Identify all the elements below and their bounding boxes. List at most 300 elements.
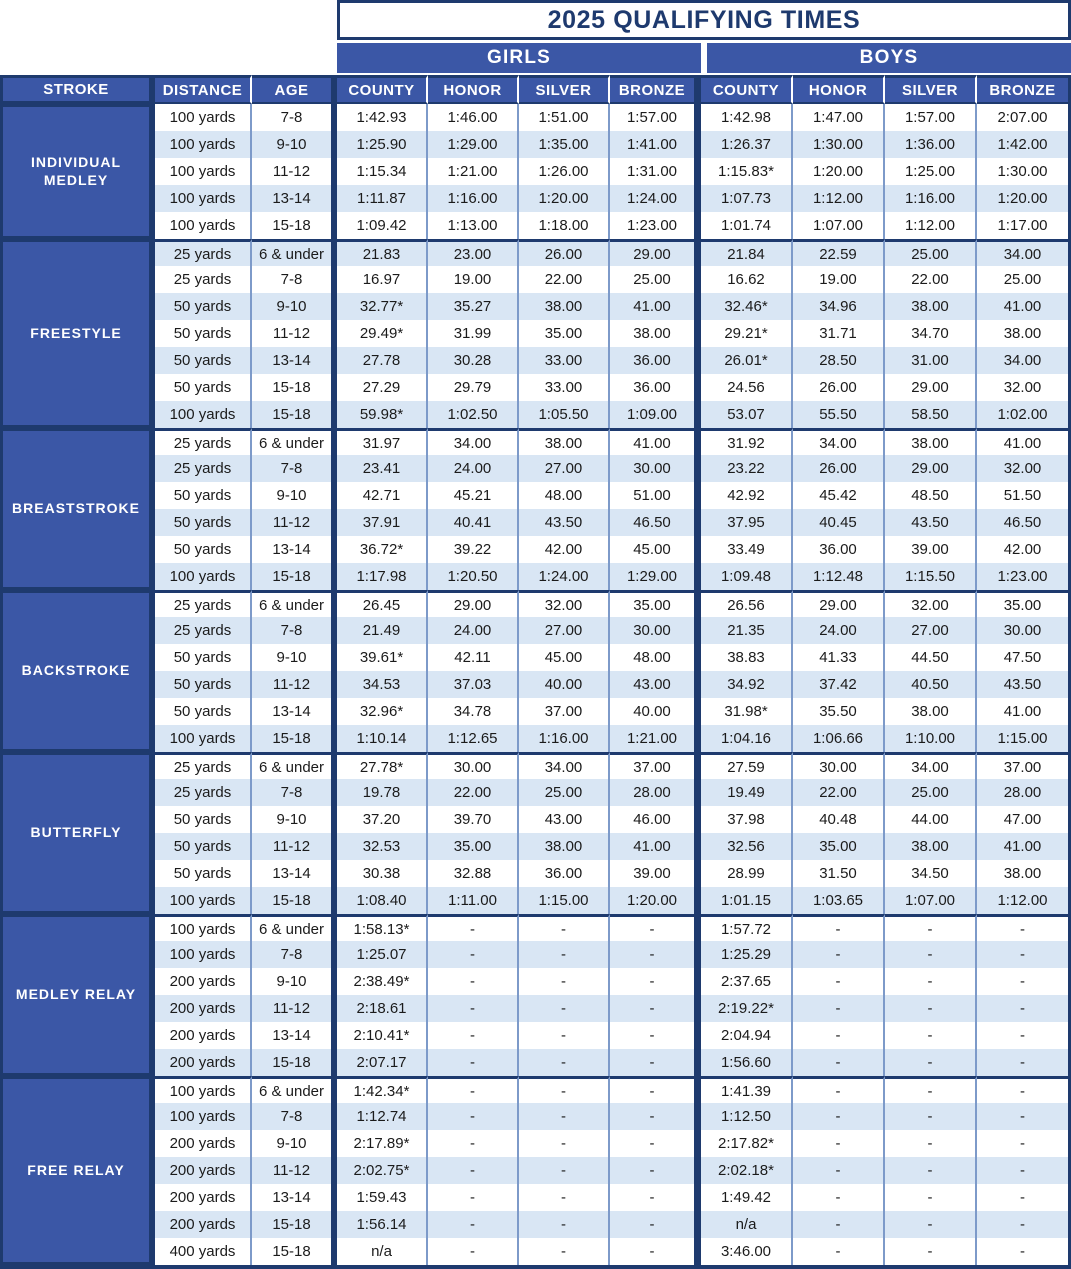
distance-cell: 200 yards xyxy=(152,1022,252,1049)
column-header-stroke: STROKE xyxy=(0,75,152,104)
boys-time-cell: 19.49 xyxy=(701,779,793,806)
girls-time-cell: 1:42.93 xyxy=(337,104,428,131)
stroke-section-label-medley-relay: MEDLEY RELAY xyxy=(0,914,152,1076)
boys-time-cell: 29.00 xyxy=(793,590,885,617)
girls-time-cell: 33.00 xyxy=(519,347,610,374)
boys-time-cell: 43.50 xyxy=(885,509,977,536)
boys-time-cell: 33.49 xyxy=(701,536,793,563)
girls-time-cell: 2:07.17 xyxy=(337,1049,428,1076)
boys-time-cell: 1:25.29 xyxy=(701,941,793,968)
stroke-section-label-freestyle: FREESTYLE xyxy=(0,239,152,428)
boys-time-cell: 28.99 xyxy=(701,860,793,887)
girls-time-cell: 1:29.00 xyxy=(428,131,519,158)
boys-time-cell: 1:17.00 xyxy=(977,212,1071,239)
girls-time-cell: 1:57.00 xyxy=(610,104,701,131)
age-cell: 11-12 xyxy=(252,833,337,860)
girls-time-cell: 1:31.00 xyxy=(610,158,701,185)
distance-cell: 50 yards xyxy=(152,374,252,401)
girls-time-cell: - xyxy=(428,1076,519,1103)
girls-time-cell: - xyxy=(519,968,610,995)
age-cell: 9-10 xyxy=(252,968,337,995)
boys-time-cell: 32.00 xyxy=(885,590,977,617)
boys-time-cell: 34.50 xyxy=(885,860,977,887)
girls-time-cell: 26.00 xyxy=(519,239,610,266)
boys-time-cell: 37.00 xyxy=(977,752,1071,779)
boys-time-cell: 38.83 xyxy=(701,644,793,671)
boys-time-cell: - xyxy=(977,941,1071,968)
girls-time-cell: 19.00 xyxy=(428,266,519,293)
girls-time-cell: 37.91 xyxy=(337,509,428,536)
table-title: 2025 QUALIFYING TIMES xyxy=(337,0,1071,40)
boys-time-cell: - xyxy=(793,1238,885,1265)
boys-time-cell: 1:23.00 xyxy=(977,563,1071,590)
boys-time-cell: - xyxy=(793,914,885,941)
boys-time-cell: - xyxy=(793,1076,885,1103)
boys-time-cell: 27.00 xyxy=(885,617,977,644)
girls-time-cell: 35.27 xyxy=(428,293,519,320)
boys-time-cell: 1:07.73 xyxy=(701,185,793,212)
girls-time-cell: 34.78 xyxy=(428,698,519,725)
boys-time-cell: - xyxy=(885,1076,977,1103)
boys-time-cell: 53.07 xyxy=(701,401,793,428)
girls-time-cell: 40.00 xyxy=(610,698,701,725)
girls-time-cell: 1:17.98 xyxy=(337,563,428,590)
boys-time-cell: 32.46* xyxy=(701,293,793,320)
boys-time-cell: - xyxy=(793,1211,885,1238)
boys-time-cell: 43.50 xyxy=(977,671,1071,698)
boys-time-cell: 1:07.00 xyxy=(885,887,977,914)
gender-band-row xyxy=(337,43,1071,73)
girls-time-cell: 1:26.00 xyxy=(519,158,610,185)
boys-time-cell: 27.59 xyxy=(701,752,793,779)
distance-cell: 100 yards xyxy=(152,914,252,941)
distance-cell: 50 yards xyxy=(152,482,252,509)
girls-time-cell: 37.00 xyxy=(519,698,610,725)
girls-time-cell: - xyxy=(519,1238,610,1265)
boys-time-cell: 22.00 xyxy=(885,266,977,293)
column-header-girls-silver: SILVER xyxy=(519,75,610,104)
girls-time-cell: 29.49* xyxy=(337,320,428,347)
girls-time-cell: 31.97 xyxy=(337,428,428,455)
age-cell: 15-18 xyxy=(252,1211,337,1238)
boys-time-cell: - xyxy=(885,1157,977,1184)
boys-time-cell: 38.00 xyxy=(977,860,1071,887)
age-cell: 9-10 xyxy=(252,131,337,158)
boys-time-cell: 1:16.00 xyxy=(885,185,977,212)
girls-time-cell: - xyxy=(519,995,610,1022)
boys-time-cell: 37.42 xyxy=(793,671,885,698)
distance-cell: 100 yards xyxy=(152,185,252,212)
boys-time-cell: 2:07.00 xyxy=(977,104,1071,131)
boys-time-cell: 41.00 xyxy=(977,293,1071,320)
girls-time-cell: 1:15.34 xyxy=(337,158,428,185)
girls-time-cell: 41.00 xyxy=(610,293,701,320)
boys-time-cell: 38.00 xyxy=(885,293,977,320)
distance-cell: 100 yards xyxy=(152,941,252,968)
boys-time-cell: - xyxy=(977,1076,1071,1103)
boys-time-cell: 1:06.66 xyxy=(793,725,885,752)
boys-time-cell: 31.98* xyxy=(701,698,793,725)
girls-time-cell: 42.71 xyxy=(337,482,428,509)
boys-time-cell: 34.00 xyxy=(977,239,1071,266)
girls-time-cell: 22.00 xyxy=(428,779,519,806)
boys-time-cell: 39.00 xyxy=(885,536,977,563)
age-cell: 6 & under xyxy=(252,428,337,455)
boys-time-cell: 1:57.72 xyxy=(701,914,793,941)
girls-time-cell: 32.00 xyxy=(519,590,610,617)
age-cell: 6 & under xyxy=(252,239,337,266)
boys-time-cell: 26.00 xyxy=(793,455,885,482)
girls-time-cell: - xyxy=(519,1211,610,1238)
age-cell: 7-8 xyxy=(252,779,337,806)
distance-cell: 50 yards xyxy=(152,509,252,536)
age-cell: 7-8 xyxy=(252,1103,337,1130)
column-header-boys-honor: HONOR xyxy=(793,75,885,104)
boys-time-cell: 29.21* xyxy=(701,320,793,347)
girls-time-cell: 40.00 xyxy=(519,671,610,698)
distance-cell: 50 yards xyxy=(152,320,252,347)
boys-time-cell: 34.70 xyxy=(885,320,977,347)
age-cell: 11-12 xyxy=(252,320,337,347)
boys-time-cell: 32.00 xyxy=(977,455,1071,482)
age-cell: 7-8 xyxy=(252,617,337,644)
age-cell: 9-10 xyxy=(252,1130,337,1157)
boys-time-cell: - xyxy=(793,1157,885,1184)
girls-time-cell: 41.00 xyxy=(610,833,701,860)
girls-time-cell: 30.28 xyxy=(428,347,519,374)
boys-time-cell: 26.00 xyxy=(793,374,885,401)
girls-time-cell: - xyxy=(428,995,519,1022)
girls-time-cell: 1:25.90 xyxy=(337,131,428,158)
girls-time-cell: 1:20.50 xyxy=(428,563,519,590)
girls-time-cell: 1:09.42 xyxy=(337,212,428,239)
distance-cell: 25 yards xyxy=(152,239,252,266)
girls-time-cell: 35.00 xyxy=(428,833,519,860)
boys-time-cell: 35.00 xyxy=(977,590,1071,617)
age-cell: 13-14 xyxy=(252,698,337,725)
age-cell: 13-14 xyxy=(252,347,337,374)
boys-time-cell: 44.50 xyxy=(885,644,977,671)
girls-time-cell: 2:38.49* xyxy=(337,968,428,995)
boys-time-cell: 34.00 xyxy=(977,347,1071,374)
boys-time-cell: 31.71 xyxy=(793,320,885,347)
boys-time-cell: 1:20.00 xyxy=(977,185,1071,212)
boys-time-cell: 1:12.48 xyxy=(793,563,885,590)
boys-time-cell: 21.35 xyxy=(701,617,793,644)
girls-time-cell: - xyxy=(428,1238,519,1265)
boys-time-cell: 44.00 xyxy=(885,806,977,833)
boys-time-cell: 25.00 xyxy=(977,266,1071,293)
girls-time-cell: 37.00 xyxy=(610,752,701,779)
boys-time-cell: 23.22 xyxy=(701,455,793,482)
header-right-area xyxy=(337,0,1071,75)
boys-time-cell: 26.01* xyxy=(701,347,793,374)
column-header-boys-silver: SILVER xyxy=(885,75,977,104)
boys-time-cell: 1:01.15 xyxy=(701,887,793,914)
distance-cell: 100 yards xyxy=(152,563,252,590)
boys-time-cell: 1:26.37 xyxy=(701,131,793,158)
distance-cell: 100 yards xyxy=(152,725,252,752)
girls-time-cell: 43.50 xyxy=(519,509,610,536)
girls-time-cell: 1:16.00 xyxy=(428,185,519,212)
age-cell: 6 & under xyxy=(252,1076,337,1103)
boys-time-cell: - xyxy=(977,995,1071,1022)
girls-time-cell: - xyxy=(610,1076,701,1103)
girls-time-cell: 1:59.43 xyxy=(337,1184,428,1211)
girls-time-cell: 27.29 xyxy=(337,374,428,401)
boys-time-cell: 31.92 xyxy=(701,428,793,455)
age-cell: 9-10 xyxy=(252,293,337,320)
girls-time-cell: n/a xyxy=(337,1238,428,1265)
column-header-distance: DISTANCE xyxy=(152,75,252,104)
girls-time-cell: - xyxy=(519,914,610,941)
boys-time-cell: - xyxy=(885,914,977,941)
girls-time-cell: 1:25.07 xyxy=(337,941,428,968)
girls-time-cell: 28.00 xyxy=(610,779,701,806)
girls-time-cell: 1:09.00 xyxy=(610,401,701,428)
boys-time-cell: 2:19.22* xyxy=(701,995,793,1022)
boys-time-cell: 1:47.00 xyxy=(793,104,885,131)
boys-time-cell: 2:04.94 xyxy=(701,1022,793,1049)
girls-time-cell: 30.00 xyxy=(428,752,519,779)
girls-time-cell: 1:24.00 xyxy=(519,563,610,590)
boys-time-cell: - xyxy=(977,968,1071,995)
boys-time-cell: 1:15.50 xyxy=(885,563,977,590)
boys-time-cell: - xyxy=(885,941,977,968)
girls-time-cell: - xyxy=(428,1184,519,1211)
boys-time-cell: 28.00 xyxy=(977,779,1071,806)
girls-time-cell: - xyxy=(610,1184,701,1211)
boys-time-cell: 1:04.16 xyxy=(701,725,793,752)
distance-cell: 100 yards xyxy=(152,1076,252,1103)
age-cell: 13-14 xyxy=(252,536,337,563)
girls-time-cell: 42.11 xyxy=(428,644,519,671)
age-cell: 15-18 xyxy=(252,887,337,914)
age-cell: 15-18 xyxy=(252,374,337,401)
boys-time-cell: 1:42.00 xyxy=(977,131,1071,158)
stroke-section-label-butterfly: BUTTERFLY xyxy=(0,752,152,914)
girls-time-cell: 1:56.14 xyxy=(337,1211,428,1238)
age-cell: 11-12 xyxy=(252,995,337,1022)
girls-time-cell: - xyxy=(519,1049,610,1076)
boys-time-cell: 41.33 xyxy=(793,644,885,671)
boys-time-cell: 42.00 xyxy=(977,536,1071,563)
girls-time-cell: 1:11.00 xyxy=(428,887,519,914)
girls-time-cell: 27.78* xyxy=(337,752,428,779)
boys-time-cell: 1:30.00 xyxy=(793,131,885,158)
girls-time-cell: - xyxy=(610,995,701,1022)
girls-time-cell: 1:35.00 xyxy=(519,131,610,158)
age-cell: 7-8 xyxy=(252,455,337,482)
girls-time-cell: - xyxy=(610,1022,701,1049)
girls-time-cell: 1:11.87 xyxy=(337,185,428,212)
boys-time-cell: 1:20.00 xyxy=(793,158,885,185)
girls-time-cell: 39.00 xyxy=(610,860,701,887)
distance-cell: 50 yards xyxy=(152,536,252,563)
distance-cell: 100 yards xyxy=(152,158,252,185)
boys-time-cell: 22.00 xyxy=(793,779,885,806)
age-cell: 7-8 xyxy=(252,266,337,293)
distance-cell: 200 yards xyxy=(152,1211,252,1238)
boys-time-cell: 25.00 xyxy=(885,779,977,806)
girls-time-cell: 1:12.74 xyxy=(337,1103,428,1130)
boys-time-cell: - xyxy=(977,1157,1071,1184)
girls-time-cell: 1:41.00 xyxy=(610,131,701,158)
girls-time-cell: 36.00 xyxy=(519,860,610,887)
age-cell: 13-14 xyxy=(252,185,337,212)
girls-time-cell: 21.83 xyxy=(337,239,428,266)
distance-cell: 50 yards xyxy=(152,347,252,374)
girls-time-cell: - xyxy=(610,1157,701,1184)
girls-time-cell: - xyxy=(428,1103,519,1130)
boys-time-cell: 24.56 xyxy=(701,374,793,401)
boys-time-cell: 1:41.39 xyxy=(701,1076,793,1103)
girls-time-cell: 2:17.89* xyxy=(337,1130,428,1157)
girls-time-cell: - xyxy=(610,1130,701,1157)
boys-time-cell: - xyxy=(885,968,977,995)
stroke-section-label-backstroke: BACKSTROKE xyxy=(0,590,152,752)
girls-time-cell: 38.00 xyxy=(519,428,610,455)
boys-time-cell: - xyxy=(793,1130,885,1157)
boys-time-cell: n/a xyxy=(701,1211,793,1238)
boys-time-cell: 46.50 xyxy=(977,509,1071,536)
girls-time-cell: 30.38 xyxy=(337,860,428,887)
boys-time-cell: 2:02.18* xyxy=(701,1157,793,1184)
girls-time-cell: 48.00 xyxy=(519,482,610,509)
boys-time-cell: 37.98 xyxy=(701,806,793,833)
girls-time-cell: 1:02.50 xyxy=(428,401,519,428)
girls-time-cell: 1:15.00 xyxy=(519,887,610,914)
girls-time-cell: 1:29.00 xyxy=(610,563,701,590)
boys-time-cell: 1:49.42 xyxy=(701,1184,793,1211)
girls-time-cell: - xyxy=(428,941,519,968)
age-cell: 6 & under xyxy=(252,590,337,617)
girls-time-cell: 32.88 xyxy=(428,860,519,887)
girls-time-cell: 59.98* xyxy=(337,401,428,428)
girls-time-cell: 2:10.41* xyxy=(337,1022,428,1049)
boys-time-cell: - xyxy=(977,914,1071,941)
boys-time-cell: 16.62 xyxy=(701,266,793,293)
boys-time-cell: 2:17.82* xyxy=(701,1130,793,1157)
column-header-girls-honor: HONOR xyxy=(428,75,519,104)
girls-time-cell: 38.00 xyxy=(519,293,610,320)
girls-time-cell: - xyxy=(428,1022,519,1049)
boys-time-cell: 1:15.00 xyxy=(977,725,1071,752)
distance-cell: 25 yards xyxy=(152,752,252,779)
girls-time-cell: - xyxy=(519,1130,610,1157)
boys-time-cell: 24.00 xyxy=(793,617,885,644)
boys-time-cell: 30.00 xyxy=(793,752,885,779)
boys-time-cell: 34.96 xyxy=(793,293,885,320)
boys-time-cell: - xyxy=(977,1130,1071,1157)
age-cell: 15-18 xyxy=(252,1238,337,1265)
girls-time-cell: 46.00 xyxy=(610,806,701,833)
boys-time-cell: - xyxy=(885,1130,977,1157)
distance-cell: 25 yards xyxy=(152,266,252,293)
age-cell: 7-8 xyxy=(252,104,337,131)
boys-time-cell: 40.50 xyxy=(885,671,977,698)
girls-time-cell: 32.53 xyxy=(337,833,428,860)
girls-time-cell: - xyxy=(519,1076,610,1103)
boys-time-cell: - xyxy=(977,1103,1071,1130)
girls-time-cell: 1:42.34* xyxy=(337,1076,428,1103)
girls-time-cell: 42.00 xyxy=(519,536,610,563)
boys-time-cell: 38.00 xyxy=(885,428,977,455)
boys-time-cell: 30.00 xyxy=(977,617,1071,644)
age-cell: 13-14 xyxy=(252,860,337,887)
girls-time-cell: 39.70 xyxy=(428,806,519,833)
distance-cell: 50 yards xyxy=(152,833,252,860)
girls-time-cell: 36.00 xyxy=(610,374,701,401)
girls-time-cell: 36.00 xyxy=(610,347,701,374)
boys-time-cell: 41.00 xyxy=(977,698,1071,725)
girls-time-cell: 37.20 xyxy=(337,806,428,833)
distance-cell: 200 yards xyxy=(152,995,252,1022)
boys-time-cell: 47.50 xyxy=(977,644,1071,671)
distance-cell: 25 yards xyxy=(152,779,252,806)
boys-time-cell: - xyxy=(793,995,885,1022)
boys-time-cell: 1:36.00 xyxy=(885,131,977,158)
boys-time-cell: 21.84 xyxy=(701,239,793,266)
boys-time-cell: - xyxy=(793,1022,885,1049)
girls-time-cell: 21.49 xyxy=(337,617,428,644)
boys-time-cell: 3:46.00 xyxy=(701,1238,793,1265)
girls-time-cell: 34.00 xyxy=(428,428,519,455)
boys-time-cell: 1:12.00 xyxy=(977,887,1071,914)
girls-time-cell: - xyxy=(519,1184,610,1211)
boys-time-cell: 36.00 xyxy=(793,536,885,563)
girls-time-cell: 43.00 xyxy=(610,671,701,698)
boys-time-cell: 31.00 xyxy=(885,347,977,374)
boys-time-cell: 26.56 xyxy=(701,590,793,617)
age-cell: 6 & under xyxy=(252,752,337,779)
girls-time-cell: 1:12.65 xyxy=(428,725,519,752)
girls-time-cell: - xyxy=(610,941,701,968)
girls-time-cell: 40.41 xyxy=(428,509,519,536)
boys-time-cell: - xyxy=(885,1238,977,1265)
age-cell: 13-14 xyxy=(252,1022,337,1049)
girls-time-cell: 1:18.00 xyxy=(519,212,610,239)
distance-cell: 100 yards xyxy=(152,131,252,158)
boys-time-cell: 38.00 xyxy=(885,833,977,860)
boys-time-cell: 28.50 xyxy=(793,347,885,374)
boys-time-cell: 34.00 xyxy=(885,752,977,779)
distance-cell: 200 yards xyxy=(152,1049,252,1076)
girls-time-cell: 32.96* xyxy=(337,698,428,725)
distance-cell: 100 yards xyxy=(152,1103,252,1130)
distance-cell: 200 yards xyxy=(152,1157,252,1184)
boys-time-cell: - xyxy=(977,1238,1071,1265)
age-cell: 15-18 xyxy=(252,725,337,752)
girls-time-cell: 24.00 xyxy=(428,455,519,482)
girls-time-cell: 2:02.75* xyxy=(337,1157,428,1184)
girls-time-cell: 19.78 xyxy=(337,779,428,806)
girls-time-cell: - xyxy=(428,1157,519,1184)
boys-time-cell: - xyxy=(885,1049,977,1076)
distance-cell: 25 yards xyxy=(152,590,252,617)
boys-time-cell: 35.00 xyxy=(793,833,885,860)
boys-time-cell: - xyxy=(793,1184,885,1211)
girls-time-cell: 30.00 xyxy=(610,617,701,644)
boys-time-cell: 1:09.48 xyxy=(701,563,793,590)
boys-time-cell: 47.00 xyxy=(977,806,1071,833)
girls-time-cell: - xyxy=(519,941,610,968)
girls-time-cell: 29.00 xyxy=(428,590,519,617)
girls-time-cell: 35.00 xyxy=(610,590,701,617)
girls-time-cell: 1:20.00 xyxy=(610,887,701,914)
boys-time-cell: 1:07.00 xyxy=(793,212,885,239)
qualifying-times-table xyxy=(0,75,1071,1269)
